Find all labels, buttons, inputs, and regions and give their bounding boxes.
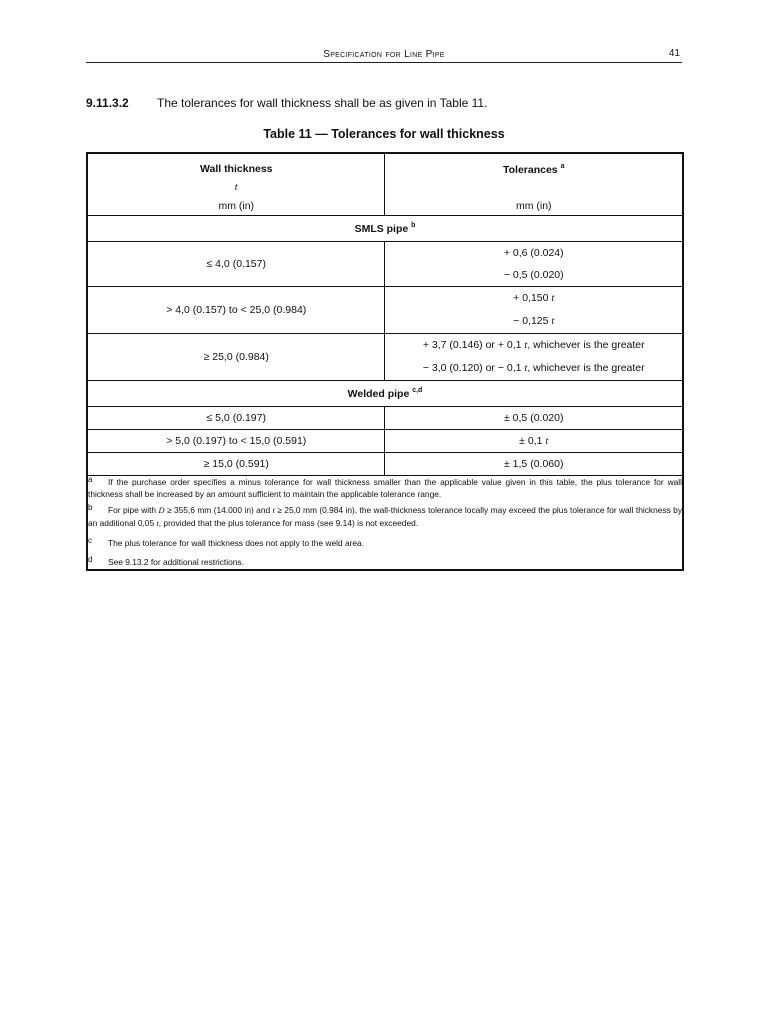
table-notes-row	[87, 476, 683, 571]
table-header-row	[87, 153, 683, 216]
table-note-a: a If the purchase order specifies a minus tolerance for wall thickness smaller than the applicable value given in this table, the plus tolerance for wall thickness shall be increased by an amount sufficient to maintain the applicable tolerance range.	[88, 475, 682, 499]
table-row: > 5,0 (0.197) to < 15,0 (0.591) ± 0,1 t	[87, 430, 683, 453]
smls-section-row: SMLS pipe $^b$	[87, 216, 683, 242]
table-note-b: b For pipe with D ≥ 355,6 mm (14.000 in) and t ≥ 25,0 mm (0.984 in), the wall-thickness tolerance locally may exceed the plus tolerance for wall thickness by an additional 0,05 t, provided that the plus tolerance for mass (see 9.14) is not exceeded.	[88, 503, 683, 528]
table-row: ≥ 15,0 (0.591) ± 1,5 (0.060)	[87, 453, 683, 476]
clause-9-11-3-2	[86, 96, 487, 110]
table-note-d: d See 9.13.2 for additional restrictions.	[88, 555, 244, 567]
table-row: ≤ 4,0 (0.157) + 0,6 (0.024) − 0,5 (0.020)	[87, 242, 683, 287]
clause-text: The tolerances for wall thickness shall be as given in Table 11.	[157, 96, 488, 110]
welded-section-row: Welded pipe $^{c,d}$	[87, 381, 683, 407]
page-header	[86, 48, 682, 63]
running-title: Specification for Line Pipe	[323, 49, 445, 60]
table-row: ≤ 5,0 (0.197) ± 0,5 (0.020)	[87, 407, 683, 430]
clause-number: 9.11.3.2	[86, 96, 129, 110]
table-row: > 4,0 (0.157) to < 25,0 (0.984) + 0,150 t − 0,125 t	[87, 287, 683, 334]
header-tolerances: Tolerances $^a$ mm (in)	[385, 153, 683, 216]
table-row: ≥ 25,0 (0.984) + 3,7 (0.146) or + 0,1 t, whichever is the greater − 3,0 (0.120) or − 0,1 t, whichever is the greater	[87, 334, 683, 381]
page-number: 41	[668, 48, 680, 59]
header-wall-thickness: Wall thickness t mm (in)	[87, 153, 385, 216]
table-caption: Table 11 — Tolerances for wall thickness	[263, 127, 505, 141]
tolerance-table	[86, 152, 684, 571]
table-note-c: c The plus tolerance for wall thickness does not apply to the weld area.	[88, 536, 365, 548]
